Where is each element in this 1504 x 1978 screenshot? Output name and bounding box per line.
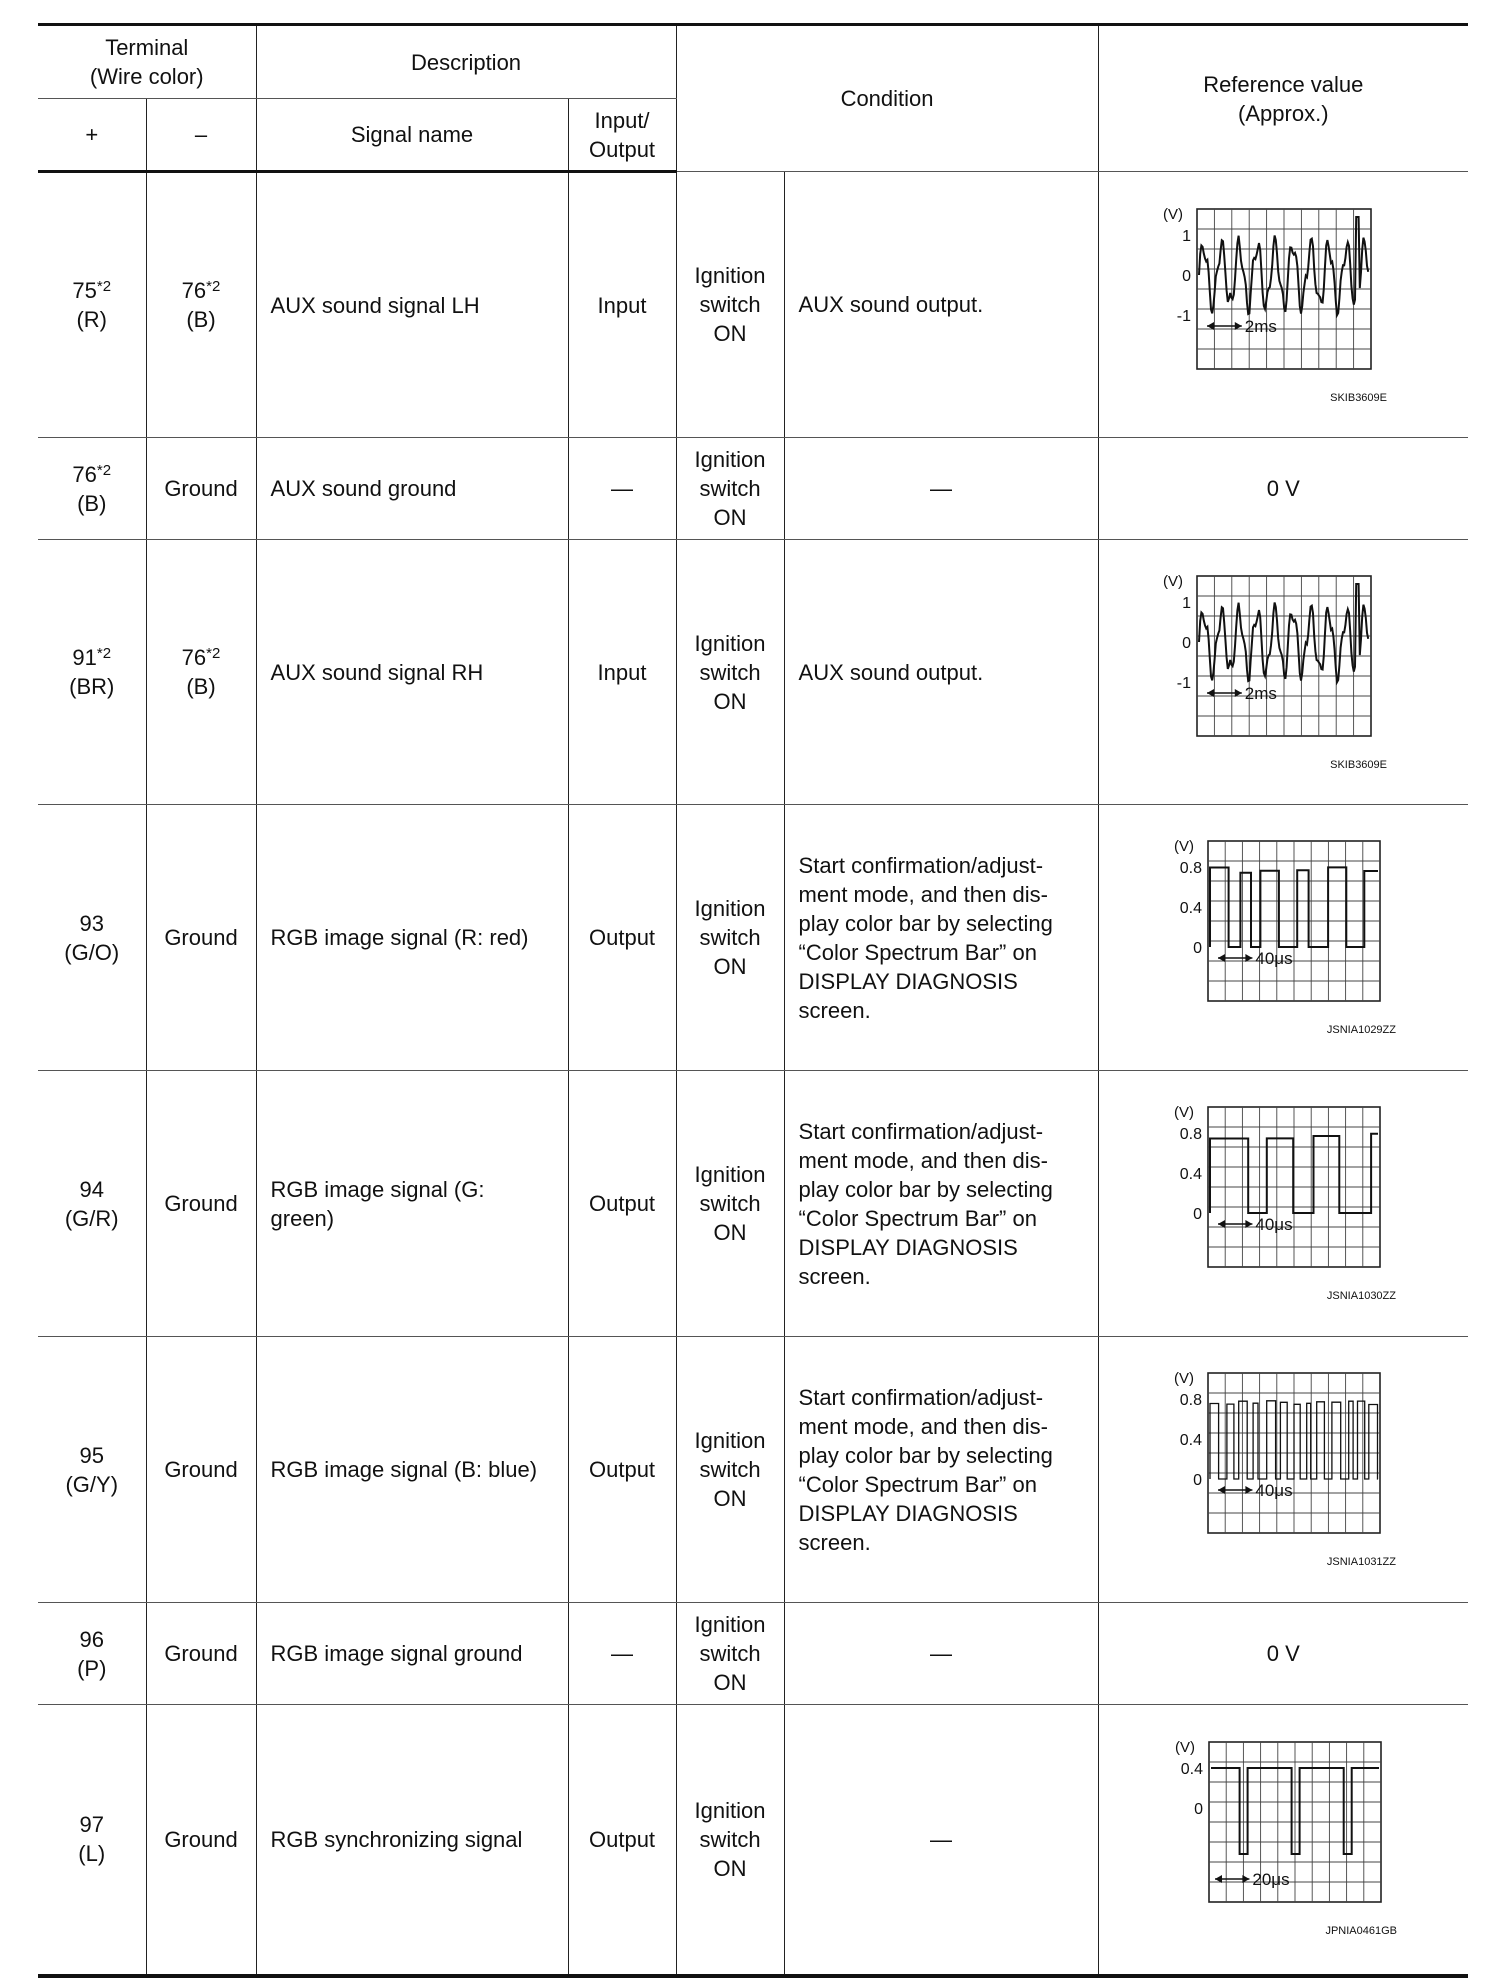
switch-label: switch (699, 1191, 761, 1216)
table-row (38, 172, 1468, 438)
description-header: Description (256, 25, 676, 99)
input-output-cell: Output (568, 805, 676, 1071)
switch-label: switch (699, 1457, 761, 1482)
table-row (38, 1705, 1468, 1976)
ignition-label: Ignition (694, 1797, 766, 1823)
signal-name-cell: RGB image signal (R: red) (256, 805, 568, 1071)
plus-terminal-number-value: 76 (72, 461, 97, 487)
minus-wire-color: (B) (186, 307, 216, 332)
minus-terminal-footnote: *2 (206, 278, 221, 295)
input-output-cell: Output (568, 1071, 676, 1337)
reference-value-cell (1098, 1705, 1468, 1976)
plus-terminal-number-value: 93 (79, 910, 104, 936)
ignition-label: Ignition (694, 896, 766, 921)
condition-detail-cell (784, 805, 1098, 1071)
plus-wire-color: (L) (78, 1841, 106, 1867)
table-row (38, 1071, 1468, 1337)
switch-label: switch (699, 476, 761, 501)
plus-terminal-number (38, 1810, 146, 1839)
signal-name-cell: RGB image signal (B: blue) (256, 1337, 568, 1603)
reference-value-cell (1098, 805, 1468, 1071)
scope-y-tick-label: 1 (1182, 595, 1192, 612)
condition-line: screen. (798, 1529, 871, 1555)
signal-name-header: Signal name (256, 99, 568, 172)
input-output-cell: Input (568, 540, 676, 805)
signal-name-cell: AUX sound signal LH (256, 172, 568, 438)
scope-graph (1174, 1370, 1396, 1568)
condition-line: DISPLAY DIAGNOSIS (798, 968, 1018, 994)
table-row (38, 1603, 1468, 1705)
plus-terminal-number (38, 909, 146, 938)
condition-line: ment mode, and then dis- (798, 1147, 1049, 1173)
input-output-label-line2: Output (589, 136, 656, 162)
condition-line: ment mode, and then dis- (798, 881, 1049, 907)
signal-name-line: RGB image signal (G: (270, 1176, 485, 1202)
scope-y-tick-label: -1 (1177, 307, 1192, 325)
scope-y-tick-label: 0.4 (1180, 1431, 1203, 1449)
minus-terminal-cell: Ground (146, 1603, 256, 1705)
figure-code-label: JPNIA0461GB (1325, 1925, 1398, 1938)
ignition-switch-cell (676, 805, 784, 1071)
reference-value-header (1098, 25, 1468, 172)
ignition-label: Ignition (694, 1162, 766, 1187)
minus-terminal-cell: Ground (146, 1705, 256, 1976)
minus-wire-color: (B) (186, 674, 216, 699)
signal-name-cell (256, 1071, 568, 1337)
oscilloscope-waveform (1133, 185, 1433, 425)
minus-terminal-cell: Ground (146, 1071, 256, 1337)
input-output-cell: Output (568, 1337, 676, 1603)
time-scale-label: 20μs (1252, 1870, 1290, 1890)
scope-unit-label: (V) (1163, 573, 1184, 590)
wire-color-header-label: (Wire color) (89, 64, 204, 89)
minus-terminal-number-value: 76 (181, 645, 207, 670)
oscilloscope-waveform (1133, 1719, 1433, 1959)
switch-state-label: ON (713, 505, 747, 530)
input-output-label-line1: Input/ (594, 107, 650, 133)
table-row (38, 438, 1468, 540)
plus-terminal-cell (38, 1603, 146, 1705)
minus-terminal-cell (146, 540, 256, 805)
plus-wire-color: (P) (77, 1655, 107, 1681)
switch-state-label: ON (713, 1855, 747, 1881)
time-scale-label: 40μs (1255, 1214, 1293, 1234)
plus-terminal-number-value: 95 (79, 1442, 104, 1468)
scope-y-tick-label: 0 (1182, 635, 1192, 652)
signal-name-cell: AUX sound ground (256, 438, 568, 540)
scope-y-tick-label: 0.4 (1181, 1761, 1204, 1779)
condition-line: play color bar by selecting (798, 1442, 1053, 1468)
condition-line: screen. (798, 997, 871, 1023)
switch-label: switch (699, 659, 761, 685)
oscilloscope-waveform (1133, 1084, 1433, 1324)
scope-unit-label: (V) (1174, 1103, 1195, 1121)
terminal-spec-table (38, 23, 1468, 1978)
reference-value-cell: 0 V (1098, 1603, 1468, 1705)
plus-wire-color: (G/O) (64, 939, 120, 965)
minus-terminal-cell: Ground (146, 805, 256, 1071)
condition-line: ment mode, and then dis- (798, 1413, 1049, 1439)
condition-line: Start confirmation/adjust- (798, 1384, 1044, 1410)
plus-terminal-number-value: 96 (79, 1626, 104, 1652)
header-row-1 (38, 25, 1468, 99)
plus-terminal-cell (38, 1071, 146, 1337)
reference-value-cell (1098, 540, 1468, 805)
condition-detail-cell: AUX sound output. (784, 540, 1098, 805)
scope-waveform-trace (1210, 1133, 1378, 1212)
scope-y-tick-label: 1 (1182, 227, 1192, 245)
plus-terminal-cell (38, 805, 146, 1071)
condition-line: DISPLAY DIAGNOSIS (798, 1500, 1018, 1526)
plus-terminal-number-value: 75 (72, 278, 97, 303)
plus-terminal-number-value: 91 (72, 645, 97, 670)
plus-terminal-number (38, 643, 146, 672)
plus-wire-color: (R) (76, 307, 108, 332)
condition-line: “Color Spectrum Bar” on (798, 1205, 1037, 1231)
ignition-switch-cell (676, 540, 784, 805)
condition-line: play color bar by selecting (798, 910, 1053, 936)
plus-terminal-number (38, 1175, 146, 1204)
plus-terminal-footnote: *2 (96, 278, 112, 295)
scope-graph (1163, 573, 1387, 771)
ignition-label: Ignition (694, 1612, 766, 1637)
switch-state-label: ON (713, 1220, 747, 1245)
plus-wire-color: (G/R) (64, 1205, 119, 1231)
condition-line: play color bar by selecting (798, 1176, 1053, 1202)
condition-line: screen. (798, 1263, 871, 1289)
ignition-label: Ignition (694, 630, 766, 656)
plus-terminal-cell (38, 1337, 146, 1603)
scope-y-tick-label: 0 (1182, 267, 1192, 285)
switch-state-label: ON (713, 954, 747, 979)
scope-y-tick-label: -1 (1177, 675, 1192, 692)
table-body (38, 172, 1468, 1976)
ignition-switch-cell (676, 1071, 784, 1337)
scope-y-tick-label: 0.4 (1180, 1165, 1203, 1183)
table-row (38, 1337, 1468, 1603)
switch-label: switch (699, 925, 761, 950)
minus-terminal-footnote: *2 (206, 645, 221, 662)
switch-label: switch (699, 292, 761, 317)
terminal-header-label: Terminal (105, 35, 189, 60)
condition-detail-cell: — (784, 1603, 1098, 1705)
ignition-switch-cell (676, 438, 784, 540)
condition-header: Condition (676, 25, 1098, 172)
reference-value-label: Reference value (1203, 71, 1364, 97)
reference-value-cell (1098, 1071, 1468, 1337)
figure-code-label: JSNIA1031ZZ (1327, 1555, 1397, 1568)
scope-y-tick-label: 0 (1193, 1205, 1203, 1223)
input-output-cell: Output (568, 1705, 676, 1976)
scope-graph (1174, 1104, 1396, 1302)
plus-header: + (38, 99, 146, 172)
reference-value-cell: 0 V (1098, 438, 1468, 540)
minus-terminal-number (147, 276, 256, 305)
signal-name-cell: RGB synchronizing signal (256, 1705, 568, 1976)
scope-graph (1163, 206, 1387, 404)
scope-y-tick-label: 0 (1193, 939, 1203, 957)
plus-terminal-cell (38, 438, 146, 540)
minus-terminal-cell: Ground (146, 438, 256, 540)
switch-state-label: ON (713, 1486, 747, 1511)
plus-terminal-cell (38, 540, 146, 805)
condition-line: Start confirmation/adjust- (798, 1118, 1044, 1144)
time-scale-label: 2ms (1245, 316, 1278, 336)
scope-unit-label: (V) (1163, 205, 1184, 223)
minus-terminal-cell: Ground (146, 1337, 256, 1603)
condition-detail-cell: — (784, 1705, 1098, 1976)
input-output-cell: Input (568, 172, 676, 438)
input-output-cell: — (568, 1603, 676, 1705)
table-row (38, 540, 1468, 805)
terminal-header (38, 25, 256, 99)
figure-code-label: JSNIA1029ZZ (1327, 1023, 1397, 1036)
scope-y-tick-label: 0.4 (1180, 899, 1203, 917)
switch-label: switch (699, 1641, 761, 1666)
ignition-label: Ignition (694, 447, 766, 472)
ignition-switch-cell (676, 1337, 784, 1603)
oscilloscope-waveform (1133, 818, 1433, 1058)
scope-graph (1174, 838, 1396, 1036)
condition-line: Start confirmation/adjust- (798, 852, 1044, 878)
figure-code-label: SKIB3609E (1330, 391, 1388, 404)
input-output-header (568, 99, 676, 172)
condition-detail-cell: — (784, 438, 1098, 540)
approx-label: (Approx.) (1238, 100, 1329, 126)
switch-state-label: ON (713, 688, 747, 714)
scope-y-tick-label: 0.8 (1180, 1391, 1203, 1409)
plus-wire-color: (BR) (69, 674, 115, 699)
condition-detail-cell (784, 1071, 1098, 1337)
oscilloscope-waveform (1133, 552, 1433, 792)
figure-code-label: JSNIA1030ZZ (1327, 1289, 1397, 1302)
scope-unit-label: (V) (1174, 837, 1195, 855)
condition-line: “Color Spectrum Bar” on (798, 939, 1037, 965)
plus-terminal-cell (38, 1705, 146, 1976)
signal-name-cell: RGB image signal ground (256, 1603, 568, 1705)
plus-terminal-number (38, 1625, 146, 1654)
input-output-cell: — (568, 438, 676, 540)
time-scale-label: 40μs (1255, 948, 1293, 968)
switch-state-label: ON (713, 1670, 747, 1695)
table-row (38, 805, 1468, 1071)
scope-graph (1175, 1739, 1397, 1937)
condition-detail-cell: AUX sound output. (784, 172, 1098, 438)
minus-terminal-cell (146, 172, 256, 438)
terminal-spec-table-wrapper (38, 23, 1468, 1978)
oscilloscope-waveform (1133, 1350, 1433, 1590)
plus-wire-color: (B) (77, 490, 107, 516)
scope-unit-label: (V) (1174, 1369, 1195, 1387)
ignition-label: Ignition (694, 1428, 766, 1453)
signal-name-line: green) (270, 1205, 335, 1231)
plus-wire-color: (G/Y) (65, 1471, 119, 1497)
minus-terminal-number-value: 76 (181, 278, 207, 303)
scope-y-tick-label: 0.8 (1180, 1125, 1203, 1143)
plus-terminal-number (38, 460, 146, 489)
reference-value-cell (1098, 172, 1468, 438)
signal-name-cell: AUX sound signal RH (256, 540, 568, 805)
time-scale-label: 40μs (1255, 1480, 1293, 1500)
ignition-label: Ignition (694, 263, 766, 288)
plus-terminal-footnote: *2 (96, 645, 112, 662)
plus-terminal-number (38, 1441, 146, 1470)
scope-y-tick-label: 0 (1194, 1801, 1204, 1819)
condition-line: “Color Spectrum Bar” on (798, 1471, 1037, 1497)
scope-waveform-trace (1210, 1400, 1378, 1478)
switch-state-label: ON (713, 321, 747, 346)
figure-code-label: SKIB3609E (1330, 759, 1388, 771)
minus-header: – (146, 99, 256, 172)
time-scale-label: 2ms (1245, 684, 1278, 703)
reference-value-cell (1098, 1337, 1468, 1603)
switch-label: switch (699, 1826, 761, 1852)
plus-terminal-footnote: *2 (96, 461, 112, 479)
ignition-switch-cell (676, 172, 784, 438)
condition-line: DISPLAY DIAGNOSIS (798, 1234, 1018, 1260)
plus-terminal-number (38, 276, 146, 305)
plus-terminal-number-value: 94 (79, 1176, 104, 1202)
scope-y-tick-label: 0.8 (1180, 859, 1203, 877)
minus-terminal-number (147, 643, 256, 672)
plus-terminal-cell (38, 172, 146, 438)
scope-unit-label: (V) (1175, 1739, 1196, 1757)
plus-terminal-number-value: 97 (79, 1812, 104, 1838)
condition-detail-cell (784, 1337, 1098, 1603)
scope-y-tick-label: 0 (1193, 1471, 1203, 1489)
ignition-switch-cell (676, 1603, 784, 1705)
ignition-switch-cell (676, 1705, 784, 1976)
